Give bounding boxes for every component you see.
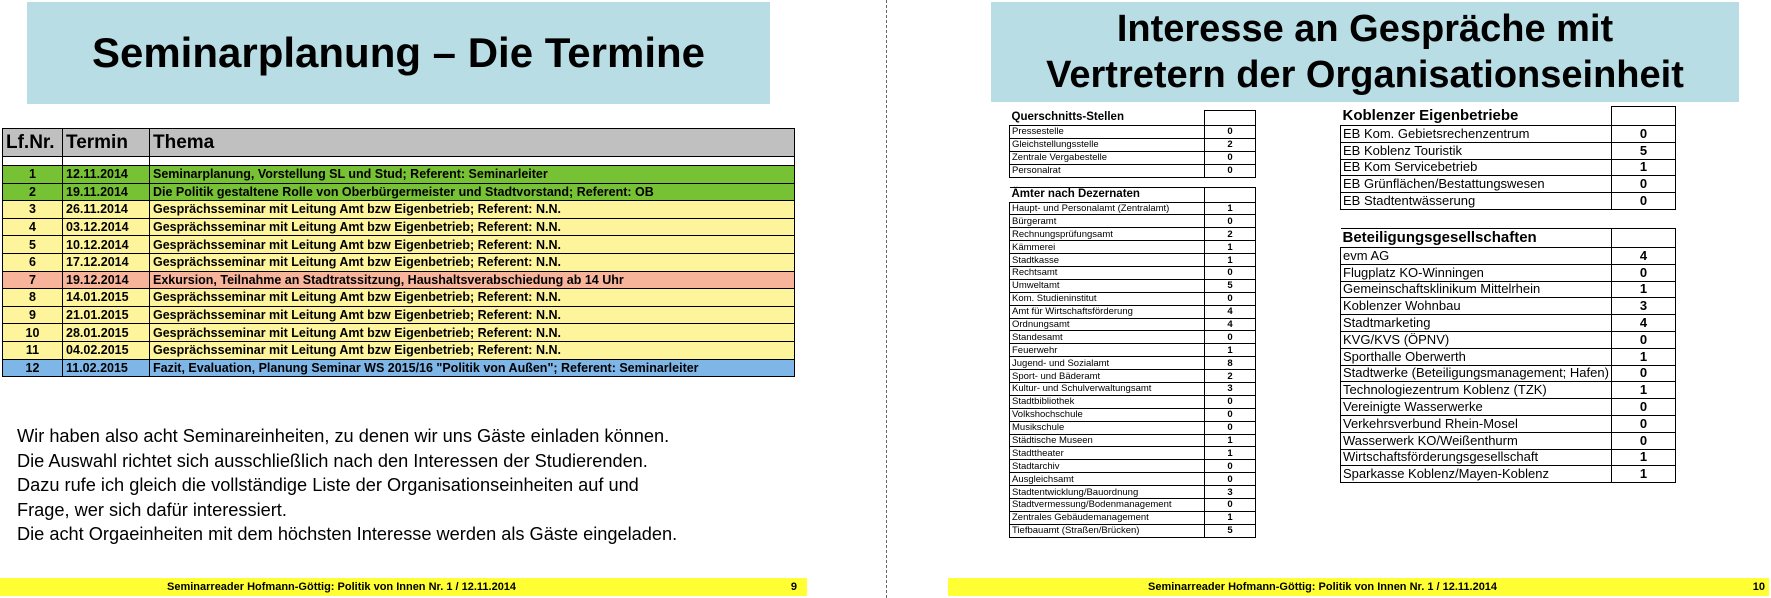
row-date: 26.11.2014 xyxy=(63,201,150,219)
org-name: Technologiezentrum Koblenz (TZK) xyxy=(1341,382,1612,399)
org-interest-count: 0 xyxy=(1205,460,1256,473)
org-interest-count: 4 xyxy=(1611,247,1675,264)
org-interest-count: 3 xyxy=(1205,383,1256,396)
org-name: EB Grünflächen/Bestattungswesen xyxy=(1341,176,1612,193)
group-gap xyxy=(1341,209,1676,228)
org-name: Stadttheater xyxy=(1010,447,1205,460)
title-banner-right xyxy=(991,2,1739,102)
org-row xyxy=(1010,499,1256,512)
org-name: Amt für Wirtschaftsförderung xyxy=(1010,305,1205,318)
schedule-row xyxy=(3,201,795,219)
org-name: Stadtkasse xyxy=(1010,254,1205,267)
org-name: Tiefbauamt (Straßen/Brücken) xyxy=(1010,524,1205,537)
org-name: Volkshochschule xyxy=(1010,408,1205,421)
text-line: Wir haben also acht Seminareinheiten, zu denen wir uns Gäste einladen können. xyxy=(17,426,670,446)
org-row xyxy=(1341,298,1676,315)
row-nr: 6 xyxy=(3,253,63,271)
org-interest-count: 1 xyxy=(1205,447,1256,460)
row-nr: 10 xyxy=(3,324,63,342)
org-interest-count: 0 xyxy=(1205,164,1256,177)
org-row xyxy=(1341,247,1676,264)
org-interest-count: 1 xyxy=(1611,466,1675,483)
org-interest-count: 4 xyxy=(1205,305,1256,318)
page-title-right xyxy=(1046,6,1684,98)
org-interest-count: 0 xyxy=(1205,395,1256,408)
org-row xyxy=(1341,449,1676,466)
org-interest-count: 0 xyxy=(1611,415,1675,432)
group-heading-row xyxy=(1341,107,1676,126)
group-heading-value xyxy=(1205,187,1256,202)
org-interest-count: 0 xyxy=(1205,421,1256,434)
group-gap xyxy=(1010,177,1256,187)
org-name: KVG/KVS (ÖPNV) xyxy=(1341,331,1612,348)
org-row xyxy=(1341,348,1676,365)
org-name: Koblenzer Wohnbau xyxy=(1341,298,1612,315)
org-name: Stadtwerke (Beteiligungsmanagement; Hafen) xyxy=(1341,365,1612,382)
schedule-row xyxy=(3,253,795,271)
org-name: Vereinigte Wasserwerke xyxy=(1341,399,1612,416)
org-interest-count: 1 xyxy=(1205,344,1256,357)
org-interest-count: 1 xyxy=(1205,511,1256,524)
org-table-right-body xyxy=(1341,107,1676,483)
row-topic: Gesprächsseminar mit Leitung Amt bzw Eigenbetrieb; Referent: N.N. xyxy=(150,306,795,324)
header-date: Termin xyxy=(63,129,150,157)
group-heading-value xyxy=(1205,111,1256,126)
org-interest-count: 0 xyxy=(1205,473,1256,486)
row-date: 28.01.2015 xyxy=(63,324,150,342)
org-name: Stadtvermessung/Bodenmanagement xyxy=(1010,499,1205,512)
org-row xyxy=(1010,279,1256,292)
org-name: Feuerwehr xyxy=(1010,344,1205,357)
gap-cell xyxy=(1010,177,1205,187)
org-interest-count: 0 xyxy=(1611,331,1675,348)
row-topic: Die Politik gestaltene Rolle von Oberbürgermeister und Stadtvorstand; Referent: OB xyxy=(150,183,795,201)
org-row xyxy=(1010,202,1256,215)
page-number: 10 xyxy=(1752,581,1765,593)
row-topic: Gesprächsseminar mit Leitung Amt bzw Eigenbetrieb; Referent: N.N. xyxy=(150,289,795,307)
org-interest-count: 1 xyxy=(1205,434,1256,447)
row-topic: Exkursion, Teilnahme an Stadtratssitzung, Haushaltsverabschiedung ab 14 Uhr xyxy=(150,271,795,289)
org-row xyxy=(1010,486,1256,499)
org-name: Umweltamt xyxy=(1010,279,1205,292)
org-interest-count: 3 xyxy=(1611,298,1675,315)
org-interest-count: 1 xyxy=(1611,159,1675,176)
schedule-row xyxy=(3,289,795,307)
org-name: Sport- und Bäderamt xyxy=(1010,370,1205,383)
row-topic: Seminarplanung, Vorstellung SL und Stud; Referent: Seminarleiter xyxy=(150,166,795,184)
group-heading: Ämter nach Dezernaten xyxy=(1010,187,1205,202)
org-name: Musikschule xyxy=(1010,421,1205,434)
row-nr: 3 xyxy=(3,201,63,219)
footer-right xyxy=(948,578,1769,596)
org-name: Stadtarchiv xyxy=(1010,460,1205,473)
org-interest-count: 5 xyxy=(1611,142,1675,159)
org-name: Sporthalle Oberwerth xyxy=(1341,348,1612,365)
org-name: EB Kom Servicebetrieb xyxy=(1341,159,1612,176)
org-row xyxy=(1341,382,1676,399)
org-row xyxy=(1010,164,1256,177)
org-table-left-body xyxy=(1010,111,1256,538)
org-table-right xyxy=(1340,106,1676,483)
org-row xyxy=(1010,254,1256,267)
title-line-2: Vertretern der Organisationseinheit xyxy=(1046,54,1684,96)
org-interest-count: 5 xyxy=(1205,524,1256,537)
org-name: Standesamt xyxy=(1010,331,1205,344)
org-row xyxy=(1341,142,1676,159)
footer-text: Seminarreader Hofmann-Göttig: Politik von Innen Nr. 1 / 12.11.2014 xyxy=(167,581,517,593)
row-date: 04.02.2015 xyxy=(63,341,150,359)
row-nr: 4 xyxy=(3,218,63,236)
group-heading-value xyxy=(1611,107,1675,126)
row-nr: 12 xyxy=(3,359,63,377)
org-row xyxy=(1010,460,1256,473)
org-row xyxy=(1341,466,1676,483)
row-date: 03.12.2014 xyxy=(63,218,150,236)
org-row xyxy=(1010,228,1256,241)
row-nr: 5 xyxy=(3,236,63,254)
org-row xyxy=(1010,138,1256,151)
org-name: Gleichstellungsstelle xyxy=(1010,138,1205,151)
row-date: 19.12.2014 xyxy=(63,271,150,289)
spacer-cell xyxy=(3,157,63,166)
schedule-header-row xyxy=(3,129,795,157)
footer-left xyxy=(0,578,807,596)
schedule-spacer-row xyxy=(3,157,795,166)
org-interest-count: 4 xyxy=(1611,315,1675,332)
org-row xyxy=(1010,267,1256,280)
group-heading-row xyxy=(1010,187,1256,202)
org-row xyxy=(1010,447,1256,460)
row-nr: 1 xyxy=(3,166,63,184)
schedule-row xyxy=(3,324,795,342)
org-interest-count: 5 xyxy=(1205,279,1256,292)
org-name: Gemeinschaftsklinikum Mittelrhein xyxy=(1341,281,1612,298)
org-name: Stadtentwicklung/Bauordnung xyxy=(1010,486,1205,499)
org-row xyxy=(1010,318,1256,331)
org-row xyxy=(1010,241,1256,254)
page-title: Seminarplanung – Die Termine xyxy=(91,29,706,76)
org-row xyxy=(1010,357,1256,370)
org-name: EB Koblenz Touristik xyxy=(1341,142,1612,159)
org-name: EB Kom. Gebietsrechenzentrum xyxy=(1341,126,1612,143)
page-left xyxy=(0,0,880,598)
org-interest-count: 0 xyxy=(1611,399,1675,416)
org-interest-count: 1 xyxy=(1611,449,1675,466)
row-date: 12.11.2014 xyxy=(63,166,150,184)
org-name: Zentrales Gebäudemanagement xyxy=(1010,511,1205,524)
org-name: Rechtsamt xyxy=(1010,267,1205,280)
org-row xyxy=(1010,344,1256,357)
org-interest-count: 0 xyxy=(1205,499,1256,512)
org-name: Bürgeramt xyxy=(1010,215,1205,228)
row-nr: 7 xyxy=(3,271,63,289)
row-date: 19.11.2014 xyxy=(63,183,150,201)
row-nr: 2 xyxy=(3,183,63,201)
org-interest-count: 0 xyxy=(1205,126,1256,139)
org-interest-count: 0 xyxy=(1611,193,1675,210)
row-topic: Fazit, Evaluation, Planung Seminar WS 2015/16 "Politik von Außen"; Referent: Seminarleiter xyxy=(150,359,795,377)
org-row xyxy=(1010,331,1256,344)
org-row xyxy=(1010,421,1256,434)
row-date: 14.01.2015 xyxy=(63,289,150,307)
org-name: Wasserwerk KO/Weißenthurm xyxy=(1341,432,1612,449)
org-name: Kultur- und Schulverwaltungsamt xyxy=(1010,383,1205,396)
org-row xyxy=(1341,315,1676,332)
schedule-row xyxy=(3,183,795,201)
org-row xyxy=(1341,176,1676,193)
org-row xyxy=(1341,415,1676,432)
org-interest-count: 3 xyxy=(1205,486,1256,499)
org-row xyxy=(1010,395,1256,408)
text-line: Frage, wer sich dafür interessiert. xyxy=(17,499,287,520)
row-date: 10.12.2014 xyxy=(63,236,150,254)
org-interest-count: 0 xyxy=(1611,264,1675,281)
org-interest-count: 4 xyxy=(1205,318,1256,331)
org-name: Verkehrsverbund Rhein-Mosel xyxy=(1341,415,1612,432)
schedule-body xyxy=(3,157,795,377)
row-topic: Gesprächsseminar mit Leitung Amt bzw Eigenbetrieb; Referent: N.N. xyxy=(150,324,795,342)
org-row xyxy=(1341,193,1676,210)
org-name: Städtische Museen xyxy=(1010,434,1205,447)
org-name: Haupt- und Personalamt (Zentralamt) xyxy=(1010,202,1205,215)
title-banner-left xyxy=(27,2,770,104)
org-row xyxy=(1341,126,1676,143)
org-name: Kom. Studieninstitut xyxy=(1010,292,1205,305)
org-row xyxy=(1341,365,1676,382)
org-row xyxy=(1010,524,1256,537)
org-table-left xyxy=(1009,110,1256,538)
row-topic: Gesprächsseminar mit Leitung Amt bzw Eigenbetrieb; Referent: N.N. xyxy=(150,218,795,236)
schedule-row xyxy=(3,236,795,254)
schedule-row xyxy=(3,359,795,377)
spacer-cell xyxy=(150,157,795,166)
org-interest-count: 0 xyxy=(1205,292,1256,305)
org-name: EB Stadtentwässerung xyxy=(1341,193,1612,210)
org-row xyxy=(1010,292,1256,305)
org-interest-count: 0 xyxy=(1611,365,1675,382)
org-interest-count: 1 xyxy=(1205,241,1256,254)
group-heading: Beteiligungsgesellschaften xyxy=(1341,228,1612,247)
row-nr: 8 xyxy=(3,289,63,307)
org-row xyxy=(1010,126,1256,139)
org-name: Sparkasse Koblenz/Mayen-Koblenz xyxy=(1341,466,1612,483)
org-row xyxy=(1010,408,1256,421)
org-row xyxy=(1010,383,1256,396)
org-interest-count: 1 xyxy=(1611,382,1675,399)
org-interest-count: 1 xyxy=(1205,202,1256,215)
footer-text: Seminarreader Hofmann-Göttig: Politik von Innen Nr. 1 / 12.11.2014 xyxy=(1148,581,1498,593)
org-interest-count: 1 xyxy=(1611,281,1675,298)
group-heading-value xyxy=(1611,228,1675,247)
spacer-cell xyxy=(63,157,150,166)
org-interest-count: 1 xyxy=(1205,254,1256,267)
org-row xyxy=(1341,399,1676,416)
org-interest-count: 0 xyxy=(1205,331,1256,344)
org-name: Personalrat xyxy=(1010,164,1205,177)
schedule-row xyxy=(3,271,795,289)
row-topic: Gesprächsseminar mit Leitung Amt bzw Eigenbetrieb; Referent: N.N. xyxy=(150,253,795,271)
org-interest-count: 2 xyxy=(1205,370,1256,383)
row-nr: 11 xyxy=(3,341,63,359)
org-interest-count: 0 xyxy=(1611,176,1675,193)
gap-cell xyxy=(1205,177,1256,187)
row-date: 11.02.2015 xyxy=(63,359,150,377)
org-row xyxy=(1010,151,1256,164)
org-interest-count: 0 xyxy=(1205,215,1256,228)
org-name: Kämmerei xyxy=(1010,241,1205,254)
header-nr: Lf.Nr. xyxy=(3,129,63,157)
org-name: evm AG xyxy=(1341,247,1612,264)
org-name: Zentrale Vergabestelle xyxy=(1010,151,1205,164)
org-row xyxy=(1010,215,1256,228)
org-row xyxy=(1341,331,1676,348)
org-row xyxy=(1010,305,1256,318)
page-right xyxy=(893,0,1771,598)
group-heading-row xyxy=(1341,228,1676,247)
text-line: Dazu rufe ich gleich die vollständige Liste der Organisationseinheiten auf und xyxy=(17,475,639,496)
schedule-row xyxy=(3,166,795,184)
row-date: 21.01.2015 xyxy=(63,306,150,324)
org-name: Jugend- und Sozialamt xyxy=(1010,357,1205,370)
row-topic: Gesprächsseminar mit Leitung Amt bzw Eigenbetrieb; Referent: N.N. xyxy=(150,201,795,219)
row-topic: Gesprächsseminar mit Leitung Amt bzw Eigenbetrieb; Referent: N.N. xyxy=(150,341,795,359)
org-row xyxy=(1010,434,1256,447)
org-interest-count: 0 xyxy=(1611,126,1675,143)
org-interest-count: 2 xyxy=(1205,138,1256,151)
org-interest-count: 0 xyxy=(1205,408,1256,421)
explanation-text xyxy=(17,424,777,547)
gap-cell xyxy=(1611,209,1675,228)
org-row xyxy=(1010,473,1256,486)
schedule-row xyxy=(3,218,795,236)
group-heading-row xyxy=(1010,111,1256,126)
row-topic: Gesprächsseminar mit Leitung Amt bzw Eigenbetrieb; Referent: N.N. xyxy=(150,236,795,254)
text-line: Die Auswahl richtet sich ausschließlich nach den Interessen der Studierenden. xyxy=(17,450,648,471)
schedule-row xyxy=(3,341,795,359)
gap-cell xyxy=(1341,209,1612,228)
org-name: Flugplatz KO-Winningen xyxy=(1341,264,1612,281)
org-name: Wirtschaftsförderungsgesellschaft xyxy=(1341,449,1612,466)
org-name: Rechnungsprüfungsamt xyxy=(1010,228,1205,241)
org-row xyxy=(1010,370,1256,383)
org-name: Stadtmarketing xyxy=(1341,315,1612,332)
org-interest-count: 0 xyxy=(1205,151,1256,164)
org-interest-count: 2 xyxy=(1205,228,1256,241)
org-interest-count: 0 xyxy=(1205,267,1256,280)
group-heading: Koblenzer Eigenbetriebe xyxy=(1341,107,1612,126)
text-line: Die acht Orgaeinheiten mit dem höchsten Interesse werden als Gäste eingeladen. xyxy=(17,524,678,545)
org-name: Stadtbibliothek xyxy=(1010,395,1205,408)
page-divider xyxy=(886,0,887,598)
schedule-table xyxy=(2,128,795,377)
org-name: Ordnungsamt xyxy=(1010,318,1205,331)
row-date: 17.12.2014 xyxy=(63,253,150,271)
org-interest-count: 1 xyxy=(1611,348,1675,365)
org-interest-count: 0 xyxy=(1611,432,1675,449)
org-row xyxy=(1010,511,1256,524)
org-name: Pressestelle xyxy=(1010,126,1205,139)
schedule-row xyxy=(3,306,795,324)
org-row xyxy=(1341,281,1676,298)
org-interest-count: 8 xyxy=(1205,357,1256,370)
page-number: 9 xyxy=(790,581,797,593)
row-nr: 9 xyxy=(3,306,63,324)
org-row xyxy=(1341,432,1676,449)
header-topic: Thema xyxy=(150,129,795,157)
title-line-1: Interesse an Gespräche mit xyxy=(1116,8,1614,50)
org-row xyxy=(1341,264,1676,281)
group-heading: Querschnitts-Stellen xyxy=(1010,111,1205,126)
org-row xyxy=(1341,159,1676,176)
org-name: Ausgleichsamt xyxy=(1010,473,1205,486)
